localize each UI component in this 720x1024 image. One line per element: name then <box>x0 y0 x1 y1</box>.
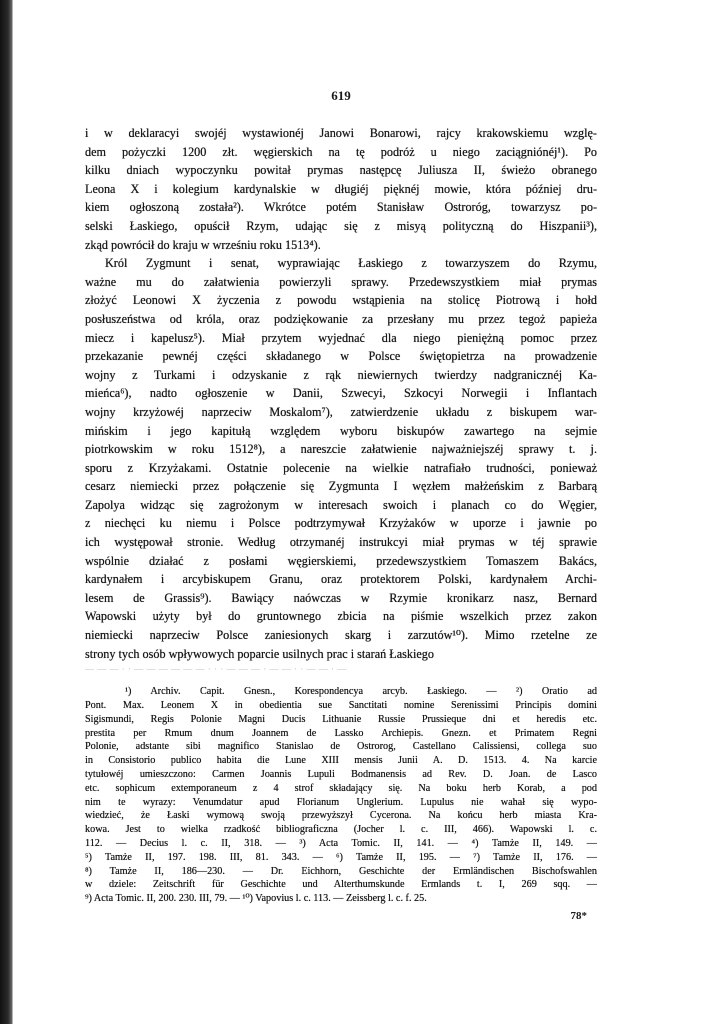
body-line: zkąd powrócił do kraju w wrześniu roku 1513⁴). <box>85 237 321 252</box>
body-line: niemiecki naprzeciw Polsce zaniesionych skarg i zarzutów¹⁰). Mimo rzetelne ze <box>85 628 597 643</box>
body-line: piotrkowskim w roku 1512⁸), a nareszcie załatwienie najważniejszéj sprawy t. j. <box>85 442 597 457</box>
body-line: Leona X i kolegium kardynalskie w długiéj pięknéj mowie, która później dru- <box>85 181 597 196</box>
body-line: wspólnie działać z posłami węgierskiemi, przedewszystkiem Tomaszem Bakács, <box>85 553 597 568</box>
page-number: 619 <box>331 88 351 103</box>
footnote-line: 112. — Decius l. c. II, 318. — ³) Acta Tomic. II, 141. — ⁴) Tamże II, 149. — <box>85 837 597 849</box>
body-line: sporu z Krzyżakami. Ostatnie polecenie na wielkie natrafiało trudności, ponieważ <box>85 460 597 475</box>
body-line: ważne mu do załatwienia powierzyli sprawy. Przedewszystkiem miał prymas <box>85 274 597 289</box>
book-page <box>85 88 597 922</box>
footnote-line: kowa. Jest to wielka rzadkość bibliograficzna (Jocher l. c. III, 466). Wapowski l. c. <box>85 824 597 836</box>
body-line: dem pożyczki 1200 złt. węgierskich na tę podróż u niego zaciągniónéj¹). Po <box>85 144 597 159</box>
footnote-line: tytułowéj umieszczono: Carmen Joannis Lupuli Bodmanensis ad Rev. D. Joan. de Lasco <box>85 769 597 780</box>
body-line: mińskim i jego kapitułą względem wyboru biskupów zawartego na sejmie <box>85 423 597 438</box>
footnote-line: w dziele: Zeitschrift für Geschichte und Alterthumskunde Ermlands t. I, 269 sqq. — <box>85 879 597 891</box>
body-line: wojny krzyżowéj naprzeciw Moskalom⁷), zatwierdzenie układu z biskupem war- <box>85 404 597 419</box>
footnote-line: wiedzieć, że Łaski wymową swoją przewyższył Cycerona. Na końcu herb miasta Kra- <box>85 810 597 822</box>
body-text <box>85 124 597 663</box>
bleed-through-text: — — — · · — — — — — — · · · — — — · — — · · — — · — <box>85 664 347 675</box>
body-line: selski Łaskiego, opuścił Rzym, udając się z misyą polityczną do Hiszpanii³), <box>85 218 597 233</box>
footnote-line: nim te wyrazy: Venumdatur apud Florianum Unglerium. Lupulus nie wahał się wypo- <box>85 796 597 808</box>
body-line: Zapolya widząc się zagrożonym w interesach swoich i planach co do Węgier, <box>85 497 597 512</box>
footnote-line: in Consistorio publico habita die Lune XIII mensis Junii A. D. 1513. 4. Na karcie <box>85 755 597 767</box>
footnote-line: Polonie, adstante sibi magnifico Stanislao de Ostrorog, Castellano Calissiensi, collega suo <box>85 741 597 753</box>
body-line: mieńca⁶), nadto ogłoszenie w Danii, Szwecyi, Szkocyi Norwegii i Inflantach <box>85 386 597 401</box>
footnote-line: ¹) Archiv. Capit. Gnesn., Korespondencya arcyb. Łaskiego. — ²) Oratio ad <box>125 686 597 698</box>
body-line: cesarz niemiecki przez połączenie się Zygmunta I węzłem małżeńskim z Barbarą <box>85 479 597 494</box>
footnote-line: ⁵) Tamże II, 197. 198. III, 81. 343. — ⁶) Tamże II, 195. — ⁷) Tamże II, 176. — <box>85 851 597 863</box>
body-line: kilku dniach wypoczynku powitał prymas następcę Juliusza II, świeżo obranego <box>85 163 597 178</box>
body-line: lesem de Grassis⁹). Bawiący naówczas w Rzymie kronikarz nasz, Bernard <box>85 590 597 605</box>
footnote-line: prestita per Rmum dnum Joannem de Lassko Archiepis. Gnezn. et Primatem Regni <box>85 727 597 739</box>
body-line: strony tych osób wpływowych poparcie usilnych prac i starań Łaskiego <box>85 646 434 661</box>
footnote-line: ⁹) Acta Tomic. II, 200. 230. III, 79. — ¹⁰) Vapovius l. c. 113. — Zeissberg l. c. f. 25. <box>85 893 427 905</box>
body-line: złożyć Leonowi X życzenia z powodu wstąpienia na stolicę Piotrową i hołd <box>85 293 597 308</box>
body-line: i w deklaracyi swojéj wystawionéj Janowi Bonarowi, rajcy krakowskiemu wzglę- <box>85 126 597 140</box>
footnote-line: Pont. Max. Leonem X in obedientia sue Sanctitati nomine Serenissimi Principis domini <box>85 700 597 712</box>
footnotes <box>85 685 597 906</box>
body-line: Wapowski użyty był do gruntownego zbicia na piśmie wszelkich przez zakon <box>85 609 597 624</box>
body-line: wojny z Turkami i odzyskanie z rąk niewiernych twierdzy nadgranicznéj Ka- <box>85 367 597 382</box>
body-line: Król Zygmunt i senat, wyprawiając Łaskiego z towarzyszem do Rzymu, <box>105 256 597 271</box>
body-line: ich występował stronie. Według otrzymanéj instrukcyi miał prymas w téj sprawie <box>85 535 597 550</box>
footnote-line: etc. sophicum extemporaneum z 4 strof składający się. Na boku herb Korab, a pod <box>85 782 597 794</box>
body-line: kardynałem i arcybiskupem Granu, oraz protektorem Polski, kardynałem Archi- <box>85 572 597 587</box>
scan-shadow-edge <box>0 0 13 1024</box>
body-line: posłuszeństwa od króla, oraz podziękowanie za przesłany mu przez tegoż papieża <box>85 311 597 326</box>
body-line: z niechęci ku niemu i Polsce podtrzymywał Krzyżaków w uporze i jawnie po <box>85 516 597 531</box>
body-line: kiem ogłoszoną została²). Wkrótce potém Stanisław Ostroróg, towarzysz po- <box>85 200 597 215</box>
body-line: miecz i kapelusz⁵). Miał przytem wyjednać dla niego pieniężną pomoc przez <box>85 330 597 345</box>
footnote-line: Sigismundi, Regis Polonie Magni Ducis Lithuanie Russie Prussieque dni et heredis etc. <box>85 713 597 725</box>
printer-signature-mark: 78* <box>570 909 587 922</box>
body-line: przekazanie pewnéj części składanego w Polsce świętopietrza na prowadzenie <box>85 349 597 364</box>
footnote-line: ⁸) Tamże II, 186—230. — Dr. Eichhorn, Geschichte der Ermländischen Bischofswahlen <box>85 865 597 877</box>
